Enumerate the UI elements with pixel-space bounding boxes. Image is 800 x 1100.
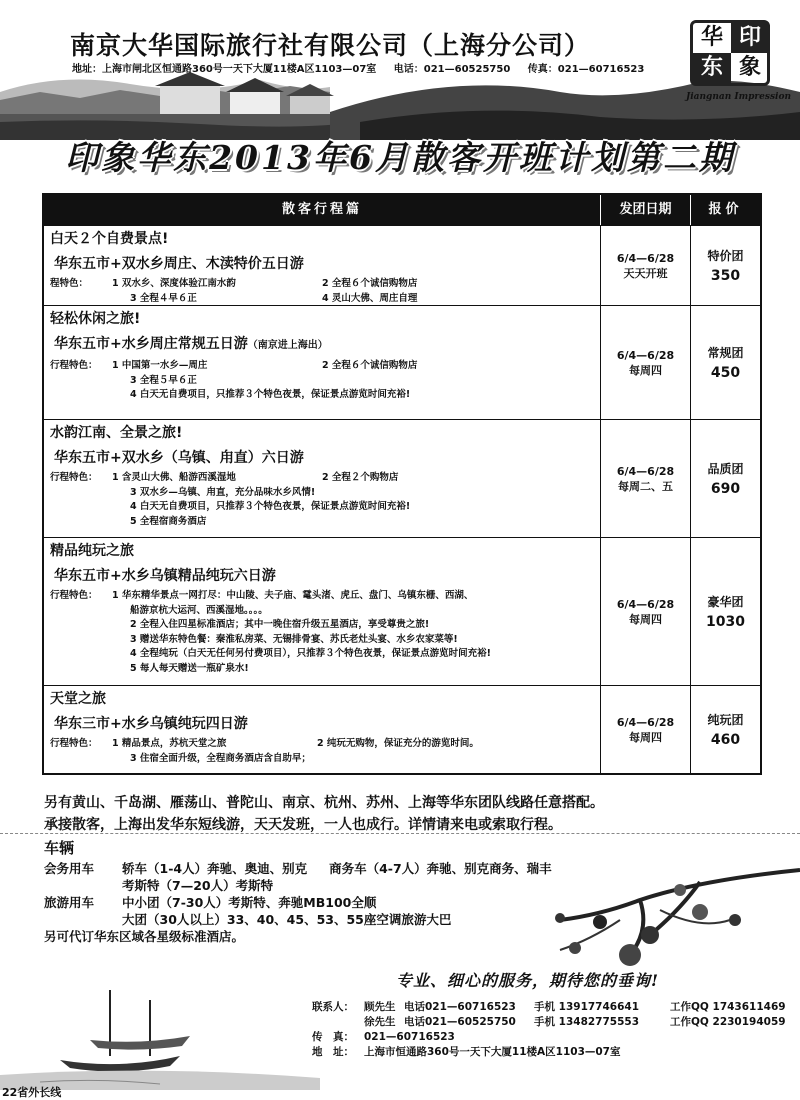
date-cell <box>600 306 690 419</box>
tour-route <box>54 566 592 586</box>
date-range: 6/4—6/28 <box>616 251 675 265</box>
price-cell <box>690 306 760 419</box>
vehicles-section <box>44 840 552 945</box>
tier-label: 品质团 <box>707 461 744 476</box>
vehicle-option: 考斯特（7—20人）考斯特 <box>122 878 274 893</box>
vehicles-title: 车辆 <box>44 839 75 857</box>
header-date: 发团日期 <box>600 195 690 225</box>
itinerary-cell <box>44 226 600 305</box>
itinerary-cell <box>44 420 600 537</box>
feature-item: 船游京杭大运河、西溪湿地。。。。 <box>130 604 268 616</box>
price-value: 690 <box>710 480 741 497</box>
note-line: 承接散客，上海出发华东短线游，天天发班，一人也成行。详情请来电或索取行程。 <box>44 817 562 833</box>
header-price: 报价 <box>690 195 760 225</box>
fax-value: 021—60716523 <box>364 1031 455 1043</box>
tour-theme: 天堂之旅 <box>50 691 106 707</box>
date-note: 每周四 <box>629 730 662 744</box>
tour-route <box>54 334 592 356</box>
itinerary-table <box>42 193 762 775</box>
price-cell <box>690 420 760 537</box>
headline: 印象华东2013年6月散客开班计划第二期 <box>65 138 735 177</box>
vehicle-option: 轿车（1-4人）奔驰、奥迪、别克 <box>122 861 308 876</box>
tour-vehicle-label: 旅游用车 <box>44 895 95 910</box>
tour-features <box>50 471 592 529</box>
date-note: 每周四 <box>629 363 662 377</box>
date-cell <box>600 538 690 685</box>
feature-item: 3 双水乡—乌镇、甪直，充分品味水乡风情! <box>130 486 316 498</box>
contact-name: 徐先生 <box>364 1016 396 1028</box>
feature-item: 2 全程６个诚信购物店 <box>322 278 418 289</box>
feature-item: 3 住宿全面升级，全程商务酒店含自助早； <box>130 752 311 764</box>
address-row <box>312 1045 786 1060</box>
features-label: 程特色： <box>50 278 89 289</box>
feature-item: 2 纯玩无购物，保证充分的游览时间。 <box>317 738 479 749</box>
table-row <box>44 419 760 537</box>
contact-tel: 电话021—60525750 <box>404 1016 516 1028</box>
hotel-note: 另可代订华东区域各星级标准酒店。 <box>44 929 245 944</box>
table-row <box>44 537 760 685</box>
feature-item: 2 全程６个诚信购物店 <box>322 360 418 371</box>
price-value: 450 <box>710 364 741 381</box>
date-range: 6/4—6/28 <box>616 597 675 611</box>
table-row <box>44 685 760 773</box>
header-itinerary: 散客行程篇 <box>281 202 362 217</box>
date-note: 每周二、五 <box>618 479 673 493</box>
date-note: 天天开班 <box>623 266 668 280</box>
company-fax: 传真：021—60716523 <box>527 64 645 75</box>
tier-label: 纯玩团 <box>707 712 744 727</box>
tour-route <box>54 254 592 274</box>
divider <box>0 833 800 834</box>
feature-item: 3 赠送华东特色餐：秦淮私房菜、无锡排骨宴、苏氏老灶头宴、水乡农家菜等! <box>130 633 458 645</box>
price-value: 350 <box>710 267 741 284</box>
seal-char: 印 <box>731 23 769 53</box>
tier-label: 特价团 <box>707 248 744 263</box>
feature-item: 2 全程２个购物店 <box>322 472 399 483</box>
notes-section <box>44 792 604 836</box>
tour-features <box>50 737 592 766</box>
tour-features <box>50 277 592 306</box>
vehicle-option: 大团（30人以上）33、40、45、53、55座空调旅游大巴 <box>122 912 452 927</box>
contact-row <box>312 1000 786 1015</box>
features-label: 行程特色： <box>50 472 98 483</box>
price-cell <box>690 686 760 773</box>
itinerary-cell <box>44 306 600 419</box>
feature-item: 1 精品景点，苏杭天堂之旅 <box>112 738 227 749</box>
contact-row <box>312 1015 786 1030</box>
header <box>0 0 800 185</box>
feature-item: 4 灵山大佛、周庄自理 <box>322 292 418 304</box>
page-footer: 22省外长线 <box>2 1086 62 1099</box>
table-row <box>44 225 760 305</box>
feature-item: 5 全程宿商务酒店 <box>130 515 207 527</box>
seal-char: 东 <box>693 53 731 83</box>
route-title: 华东五市+双水乡（乌镇、甪直）六日游 <box>54 450 304 466</box>
company-name: 南京大华国际旅行社有限公司（上海分公司） <box>70 31 591 60</box>
feature-item: 3 全程４早６正 <box>130 292 197 304</box>
contact-qq: 工作QQ 1743611469 <box>670 1001 786 1013</box>
tour-theme: 水韵江南、全景之旅! <box>50 425 183 441</box>
table-header <box>44 195 760 225</box>
slogan: 专业、细心的服务，期待您的垂询! <box>396 971 660 990</box>
fax-label: 传 真： <box>312 1031 354 1043</box>
contact-name: 顾先生 <box>364 1001 396 1013</box>
company-contact-line <box>72 60 658 75</box>
tour-features <box>50 359 592 403</box>
price-value: 460 <box>710 731 741 748</box>
route-note: （南京进上海出） <box>247 340 328 351</box>
feature-item: 5 每人每天赠送一瓶矿泉水! <box>130 662 249 674</box>
route-title: 华东五市+水乡乌镇精品纯玩六日游 <box>54 568 276 584</box>
feature-item: 2 全程入住四星标准酒店；其中一晚住宿升级五星酒店，享受尊贵之旅! <box>130 619 430 630</box>
feature-item: 4 白天无自费项目，只推荐３个特色夜景，保证景点游览时间充裕! <box>130 501 411 512</box>
note-line: 另有黄山、千岛湖、雁荡山、普陀山、南京、杭州、苏州、上海等华东团队线路任意搭配。 <box>44 795 604 811</box>
company-address: 地址：上海市闸北区恒通路360号一天下大厦11楼A区1103—07室 <box>72 64 377 75</box>
tour-route <box>54 448 592 468</box>
price-value: 1030 <box>706 613 745 630</box>
date-range: 6/4—6/28 <box>616 464 675 478</box>
features-label: 行程特色： <box>50 738 98 749</box>
contact-tel: 电话021—60716523 <box>404 1001 516 1013</box>
contacts-block <box>312 1000 786 1060</box>
tour-theme: 白天２个自费景点! <box>50 231 169 247</box>
seal-char: 华 <box>700 25 723 50</box>
feature-item: 4 全程纯玩（白天无任何另付费项目），只推荐３个特色夜景，保证景点游览时间充裕! <box>130 648 492 659</box>
date-cell <box>600 420 690 537</box>
feature-item: 1 双水乡、深度体验江南水韵 <box>112 278 236 289</box>
business-vehicle-label: 会务用车 <box>44 861 95 876</box>
tour-theme: 轻松休闲之旅! <box>50 311 141 327</box>
address-value: 上海市恒通路360号一天下大厦11楼A区1103—07室 <box>364 1046 621 1058</box>
tour-theme: 精品纯玩之旅 <box>50 543 134 559</box>
vehicle-option: 商务车（4-7人）奔驰、别克商务、瑞丰 <box>329 861 552 876</box>
tour-route <box>54 714 592 734</box>
route-title: 华东五市+双水乡周庄、木渎特价五日游 <box>54 256 304 272</box>
contact-qq: 工作QQ 2230194059 <box>670 1016 786 1028</box>
seal-char: 象 <box>738 55 761 80</box>
contact-mobile: 手机 13917746641 <box>534 1001 640 1013</box>
address-label: 地 址： <box>312 1046 354 1058</box>
feature-item: 1 含灵山大佛、船游西溪湿地 <box>112 472 236 483</box>
contacts-label: 联系人： <box>312 1001 354 1013</box>
vehicle-option: 中小团（7-30人）考斯特、奔驰MB100全顺 <box>122 895 377 910</box>
features-label: 行程特色： <box>50 590 98 601</box>
date-range: 6/4—6/28 <box>616 715 675 729</box>
tour-features <box>50 589 592 676</box>
itinerary-cell <box>44 686 600 773</box>
fax-row <box>312 1030 786 1045</box>
date-range: 6/4—6/28 <box>616 348 675 362</box>
tier-label: 常规团 <box>707 345 744 360</box>
features-label: 行程特色： <box>50 360 98 371</box>
itinerary-cell <box>44 538 600 685</box>
brand-seal-logo <box>690 20 770 86</box>
company-phone: 电话：021—60525750 <box>393 64 511 75</box>
date-cell <box>600 226 690 305</box>
tier-label: 豪华团 <box>707 594 744 609</box>
feature-item: 3 全程５早６正 <box>130 374 197 386</box>
table-row <box>44 305 760 419</box>
date-note: 每周四 <box>629 612 662 626</box>
feature-item: 4 白天无自费项目，只推荐３个特色夜景，保证景点游览时间充裕! <box>130 389 411 400</box>
date-cell <box>600 686 690 773</box>
route-title: 华东五市+水乡周庄常规五日游 <box>54 336 248 352</box>
price-cell <box>690 226 760 305</box>
brand-caption: Jiangnan Impression <box>686 92 791 102</box>
feature-item: 1 中国第一水乡—周庄 <box>112 360 208 371</box>
contact-mobile: 手机 13482775553 <box>534 1016 640 1028</box>
price-cell <box>690 538 760 685</box>
route-title: 华东三市+水乡乌镇纯玩四日游 <box>54 716 248 732</box>
feature-item: 1 华东精华景点一网打尽：中山陵、夫子庙、鼋头渚、虎丘、盘门、乌镇东栅、西湖、 <box>112 590 474 601</box>
